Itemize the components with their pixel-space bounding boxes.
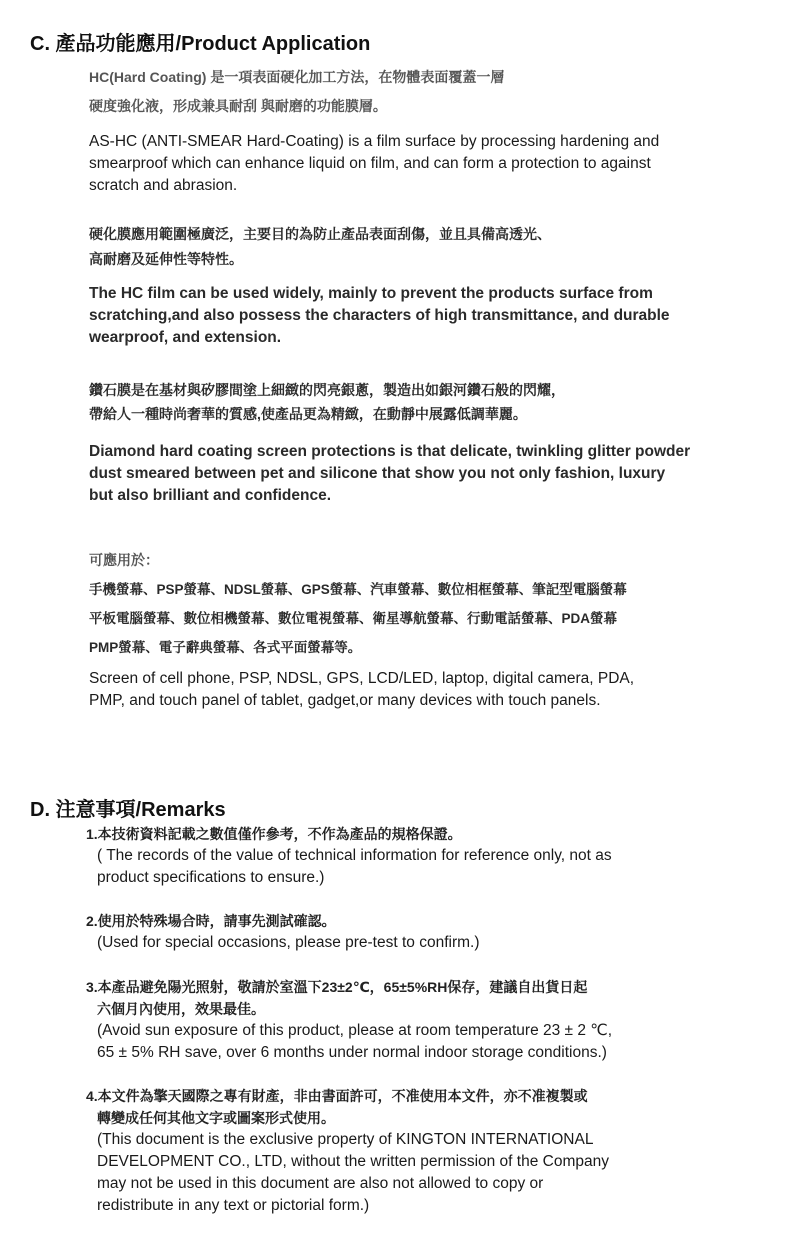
film-zh-line-2: 高耐磨及延伸性等特性。 (89, 251, 243, 267)
remark-2-zh: 2.使用於特殊場合時，請事先測試確認。 (86, 913, 336, 929)
remark-4-zh-line-2: 轉變成任何其他文字或圖案形式使用。 (97, 1110, 335, 1126)
film-en-line-1: The HC film can be used widely, mainly to prevent the products surface from (89, 285, 653, 302)
diamond-en-line-1: Diamond hard coating screen protections is that delicate, twinkling glitter powder (89, 443, 691, 460)
applications-line-1: 手機螢幕、PSP螢幕、NDSL螢幕、GPS螢幕、汽車螢幕、數位相框螢幕、筆記型電腦螢幕 (89, 582, 627, 597)
film-en-line-3: wearproof, and extension. (89, 329, 282, 346)
remark-4-en-line-4: redistribute in any text or pictorial form.) (97, 1197, 370, 1214)
remark-4-en-line-1: (This document is the exclusive property of KINGTON INTERNATIONAL (97, 1131, 594, 1148)
applications-line-2: 平板電腦螢幕、數位相機螢幕、數位電視螢幕、衛星導航螢幕、行動電話螢幕、PDA螢幕 (89, 611, 618, 626)
diamond-en-line-2: dust smeared between pet and silicone that show you not only fashion, luxury (89, 465, 666, 482)
remark-3 (86, 976, 766, 1064)
remark-3-en-line-2: 65 ± 5% RH save, over 6 months under normal indoor storage conditions.) (97, 1044, 607, 1061)
applications-label: 可應用於： (89, 552, 159, 568)
film-usage-zh (89, 223, 779, 270)
hc-en-line-3: scratch and abrasion. (89, 177, 238, 194)
remark-3-zh-line-2: 六個月內使用，效果最佳。 (97, 1001, 265, 1017)
film-zh-line-1: 硬化膜應用範圍極廣泛，主要目的為防止產品表面刮傷，並且具備高透光、 (89, 226, 551, 242)
hc-zh-line-2: 硬度強化液，形成兼具耐刮 與耐磨的功能膜層。 (89, 98, 387, 114)
remark-2 (86, 910, 766, 954)
applications-line-3: PMP螢幕、電子辭典螢幕、各式平面螢幕等。 (89, 640, 362, 655)
hc-en-line-2: smearproof which can enhance liquid on film, and can form a protection to against (89, 155, 651, 172)
remark-1-en-line-1: ( The records of the value of technical information for reference only, not as (97, 847, 612, 864)
remark-4-en-line-3: may not be used in this document are also not allowed to copy or (97, 1175, 544, 1192)
remark-1 (86, 823, 766, 889)
remark-3-zh-line-1: 3.本產品避免陽光照射，敬請於室溫下23±2℃，65±5%RH保存，建議自出貨日起 (86, 979, 588, 995)
diamond-en-line-3: but also brilliant and confidence. (89, 487, 331, 504)
applications-zh (89, 546, 789, 662)
diamond-zh (89, 379, 779, 425)
section-c-title: C. 產品功能應用/Product Application (30, 33, 371, 55)
applications-en (89, 668, 779, 712)
hc-zh-line-1: HC(Hard Coating) 是一項表面硬化加工方法，在物體表面覆蓋一層 (89, 69, 505, 85)
remark-1-zh: 1.本技術資料記載之數值僅作參考，不作為產品的規格保證。 (86, 826, 462, 842)
film-en-line-2: scratching,and also possess the characters of high transmittance, and durable (89, 307, 670, 324)
remark-4 (86, 1085, 766, 1217)
film-usage-en (89, 283, 779, 349)
remark-4-en-line-2: DEVELOPMENT CO., LTD, without the written permission of the Company (97, 1153, 609, 1170)
diamond-zh-line-1: 鑽石膜是在基材與矽膠間塗上細緻的閃亮銀蔥，製造出如銀河鑽石般的閃耀， (89, 382, 565, 398)
remark-1-en-line-2: product specifications to ensure.) (97, 869, 325, 886)
hc-en-line-1: AS-HC (ANTI-SMEAR Hard-Coating) is a film surface by processing hardening and (89, 133, 660, 150)
applications-en-line-1: Screen of cell phone, PSP, NDSL, GPS, LCD/LED, laptop, digital camera, PDA, (89, 670, 635, 687)
diamond-zh-line-2: 帶給人一種時尚奢華的質感,使產品更為精緻，在動靜中展露低調華麗。 (89, 406, 527, 422)
remark-2-en-line-1: (Used for special occasions, please pre-test to confirm.) (97, 934, 480, 951)
remark-4-zh-line-1: 4.本文件為擎天國際之專有財產，非由書面許可，不准使用本文件，亦不准複製或 (86, 1088, 588, 1104)
section-d-title: D. 注意事項/Remarks (30, 799, 226, 821)
hc-intro-zh (89, 66, 779, 117)
diamond-en (89, 441, 789, 507)
applications-en-line-2: PMP, and touch panel of tablet, gadget,or many devices with touch panels. (89, 692, 601, 709)
hc-intro-en (89, 131, 779, 197)
remark-3-en-line-1: (Avoid sun exposure of this product, please at room temperature 23 ± 2 ℃, (97, 1022, 613, 1039)
